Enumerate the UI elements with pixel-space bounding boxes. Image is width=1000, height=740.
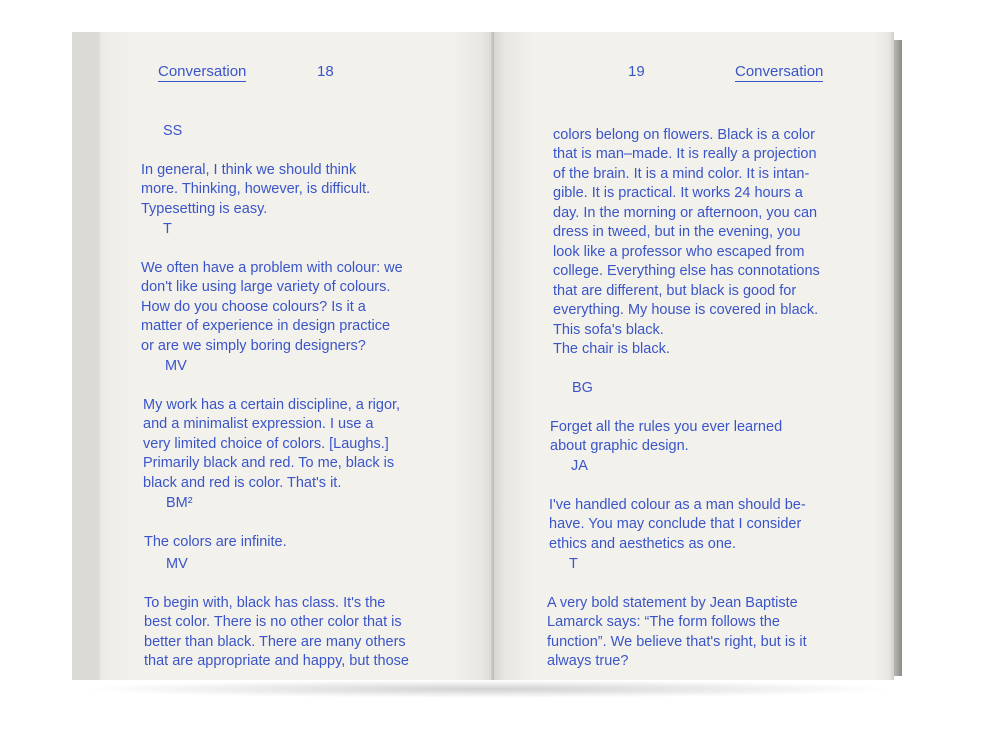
speaker-label: BG [572,379,593,396]
left-section-title: Conversation [158,63,247,80]
left-entry-5 [144,535,489,691]
dialogue-text: My work has a certain discipline, a rigor, and a minimalist expression. I use a very limited choice of colors. [Laughs.] Primarily black and red. To me, black is black and red is color. That's it. [143,396,401,491]
page-edge [894,40,902,676]
right-running-head [735,62,823,82]
dialogue-text: Forget all the rules you ever learned about graphic design. [550,418,783,454]
right-section-title: Conversation [735,63,824,80]
speaker-label: MV [165,357,187,374]
right-page [494,32,894,680]
right-continuation [553,106,883,379]
left-running-head [158,62,246,82]
speaker-label: T [163,220,172,237]
open-book [72,32,902,694]
speaker-label: SS [163,122,183,139]
dialogue-text: A very bold statement by Jean Baptiste Lamarck says: “The form follows the function”. We believe that's right, but is it always true? [547,594,807,669]
speaker-label: JA [571,457,588,474]
left-page-number: 18 [317,63,334,80]
right-page-number: 19 [628,63,645,80]
dialogue-text: I've handled colour as a man should be- have. You may conclude that I consider ethics and aesthetics as one. [549,496,806,552]
dialogue-text: To begin with, black has class. It's the best color. There is no other color that is better than black. There are many others that are appropriate and happy, but those [144,594,409,669]
dialogue-text: We often have a problem with colour: we don't like using large variety of colours. How do you choose colours? Is it a matter of experience in design practice or are we simply boring designers? [141,259,403,354]
right-entry-3 [547,535,877,691]
speaker-label: T [569,555,578,572]
dialogue-text: The colors are infinite. [144,533,287,550]
left-page [72,32,494,680]
speaker-label: MV [166,555,188,572]
dialogue-text: In general, I think we should think more. Thinking, however, is difficult. Typesetting is easy. [141,161,371,217]
dialogue-text: colors belong on flowers. Black is a color that is man–made. It is really a projection of the brain. It is a mind color. It is intan- gible. It is practical. It works 24 hours a day. In the morning or afternoon, you can dress in tweed, but in the evening, you look like a professor who escaped from college. Everything else has connotations that are different, but black is good for everything. My house is covered in black. This sofa's black. The chair is black. [553,126,820,357]
speaker-label: BM² [166,494,193,511]
